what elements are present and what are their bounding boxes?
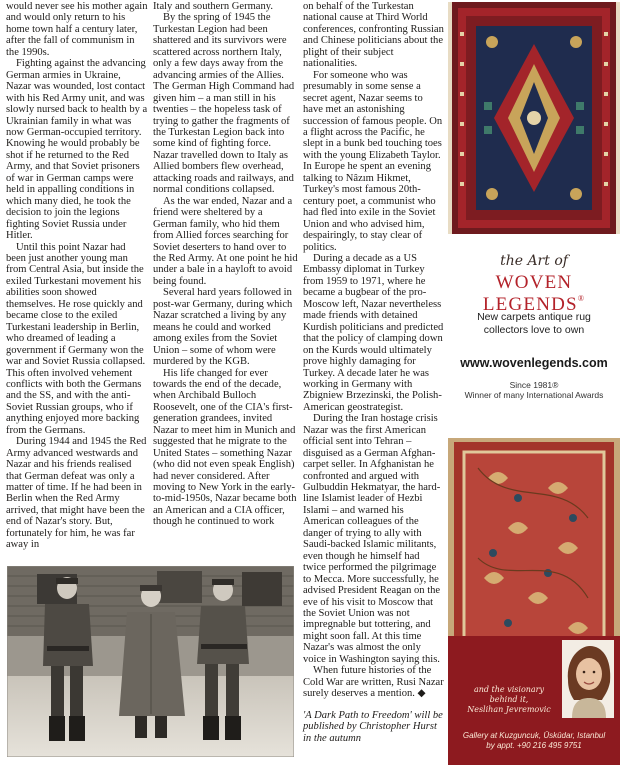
paragraph: During a decade as a US Embassy diplomat in Turkey from 1959 to 1971, where he became a bugbear of the pro-Moscow left, Nazar nevertheless made friends with detained Kurdish politicians and predicted that the policy of clamping down on the Kurds would ultimately prove highly damaging for Turkey. A decade later he was working in Germany with Zbigniew Brzezinski, the Polish-American geostrategist. bbox=[303, 252, 444, 413]
paragraph: For someone who was presumably in some sense a secret agent, Nazar seems to have met an astonishing succession of famous people. On a flight across the Pacific, he slept in a bunk bed touching toes with the young Elizabeth Taylor. In Europe he spent an evening talking to Nâzım Hikmet, Turkey's most famous 20th-century poet, a communist who had fled into exile in the Soviet Union and who advised him, despairingly, to stay clear of politics. bbox=[303, 69, 443, 253]
paragraph: During the Iran hostage crisis Nazar was the first American official sent into Tehran – disguised as a German Afghan-carpet seller. In Afghanistan he confronted and argued with Gulbuddin Hekmatyar, the hard-line Islamist leader of Hezbi Islami – and warned his American colleagues of the danger of trying to ally with Saudi-backed Islamic militants, even though he himself had twice performed the pilgrimage to Mecca. More successfully, he advised President Reagan on the eve of his visit to Moscow that the Soviet Union was not impregnable but tottering, and might soon fall. At this time Nazar's was almost the only voice in Washington saying this. bbox=[303, 413, 441, 665]
ad-since: Since 1981® bbox=[509, 380, 559, 390]
article-column-2 bbox=[153, 1, 298, 528]
paragraph: on behalf of the Turkestan national cause at Third World conferences, confronting Russian and Chinese politicians about the plight of their subject nationalities. bbox=[303, 1, 444, 70]
paragraph: Several hard years followed in post-war Germany, during which Nazar scratched a living by any means he could and worked among exiles from the Soviet Union – some of whom were murdered by the KGB. bbox=[153, 287, 293, 368]
ad-awards: Winner of many International Awards bbox=[464, 390, 604, 400]
photo-illustration bbox=[7, 566, 294, 757]
ad-gallery-address: Gallery at Kuzguncuk, Üsküdar, Istanbul bbox=[462, 731, 606, 740]
ad-visionary-name: Neslihan Jevremovic bbox=[467, 705, 551, 714]
paragraph: When future histories of the Cold War are written, Rusi Nazar surely deserves a mention. ◆ bbox=[303, 665, 444, 700]
ad-visionary-line: behind it, bbox=[489, 695, 529, 704]
paragraph: Italy and southern Germany. bbox=[153, 1, 273, 12]
paragraph: Fighting against the advancing German armies in Ukraine, Nazar was wounded, lost contact with his Red Army unit, and was slowly nursed back to health by a Ukrainian family in what was now German-occupied territory. Knowing he would probably be shot if he returned to the Red Army, and that Soviet prisoners of war in German camps were held in appalling conditions in which many died, he took the decision to join the legions fighting Soviet Russia under Hitler. bbox=[6, 58, 148, 242]
woven-legends-advert bbox=[448, 0, 620, 765]
article-column-3 bbox=[303, 1, 444, 744]
rug-illustration bbox=[448, 2, 620, 234]
ad-visionary-line: and the visionary bbox=[473, 685, 545, 694]
paragraph: During 1944 and 1945 the Red Army advanced westwards and Nazar and his friends realised that German defeat was only a matter of time. If he had been in Berlin when the Red Army arrived, that might have been the end of Nazar's story. But, fortunately for him, he was far away in bbox=[6, 436, 147, 551]
portrait-illustration bbox=[562, 640, 614, 718]
paragraph: would never see his mother again and would only return to his home town half a century later, after the fall of communism in the 1990s. bbox=[6, 1, 148, 58]
paragraph: By the spring of 1945 the Turkestan Legion had been shattered and its survivors were scattered across northern Italy, only a few days away from the advancing armies of the Allies. The German High Command had given him – a man still in his twenties – the hopeless task of trying to gather the fragments of the Turkestan Legion back into some kind of fighting force. Nazar travelled down to Italy as Allied bombers flew overhead, attacking roads and railways, and normal conditions collapsed. bbox=[153, 12, 295, 196]
ad-brand-logo[interactable] bbox=[448, 272, 620, 316]
historical-photo bbox=[7, 566, 294, 757]
ad-the-art-of: the Art of bbox=[500, 253, 568, 269]
ad-gallery-phone[interactable]: by appt. +90 216 495 9751 bbox=[486, 741, 582, 750]
paragraph: As the war ended, Nazar and a friend were sheltered by a German family, who hid them from Allied forces searching for Soviet deserters to hand over to the Red Army. At one point he hid under a bale in a hayloft to avoid being found. bbox=[153, 195, 298, 287]
rug-image-top bbox=[448, 2, 620, 234]
ad-visionary-note bbox=[454, 685, 564, 715]
ad-brand-name: WOVEN LEGENDS bbox=[482, 272, 578, 315]
article-column-1 bbox=[6, 1, 148, 551]
paragraph: His life changed for ever towards the end of the decade, when Archibald Bulloch Roosevelt, one of the CIA's first-generation grandees, invited Nazar to meet him in Munich and suggested that he migrate to the United States – something Nazar (who did not even speak English) had never considered. After moving to New York in the early-to-mid-1950s, Nazar became both an American and a CIA officer, though he continued to work bbox=[153, 367, 297, 528]
ad-tagline: New carpets antique rug collectors love to own bbox=[477, 311, 591, 336]
ad-gallery-info bbox=[450, 731, 618, 751]
portrait-photo bbox=[562, 640, 614, 718]
book-note: 'A Dark Path to Freedom' will be published by Christopher Hurst in the autumn bbox=[303, 709, 443, 744]
ad-brand-mark: ® bbox=[577, 294, 586, 303]
paragraph: Until this point Nazar had been just another young man from Central Asia, but inside the exiled Turkestani movement his abilities soon showed themselves. He rose quickly and became close to the exiled Turkestani leadership in Berlin, who dreamed of leading a government if Germany won the war and Soviet Russia collapsed. This often involved vehement conflicts with both the Germans and the SS, and with the anti-Soviet Russian groups, who if anything enjoyed more backing from the Germans. bbox=[6, 241, 146, 436]
ad-website-link[interactable]: www.wovenlegends.com bbox=[460, 356, 608, 370]
